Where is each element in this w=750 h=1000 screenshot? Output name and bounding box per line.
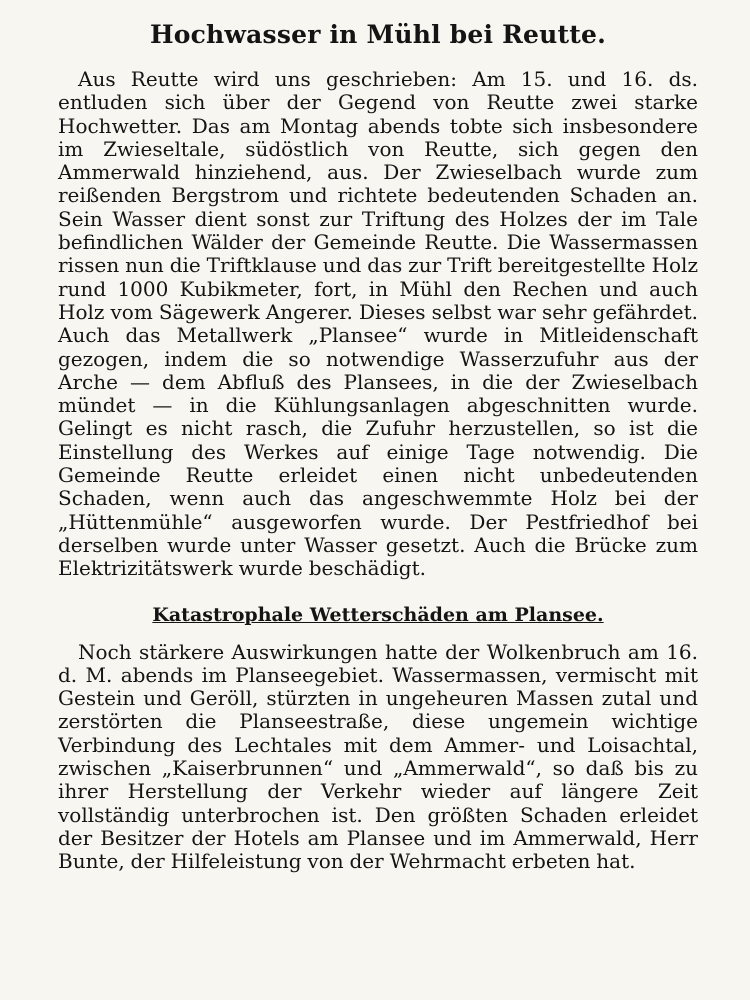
- article-title: Hochwasser in Mühl bei Reutte.: [149, 20, 607, 49]
- article-paragraph-2: Noch stärkere Auswirkungen hatte der Wolkenbruch am 16. d. M. abends im Planseegebiet. Wassermassen, vermischt mit Gestein und Geröll, stürzten in ungeheuren Massen zutal und zerstörten die Planseestraße, diese ungemein wichtige Verbindung des Lechtales mit dem Ammer- und Loisachtal, zwischen „Kaiserbrunnen“ und „Ammerwald“, so daß bis zu ihrer Herstellung der Verkehr wieder auf längere Zeit vollständig unterbrochen ist. Den größten Schaden erleidet der Besitzer der Hotels am Plansee und im Ammerwald, Herr Bunte, der Hilfeleistung von der Wehrmacht erbeten hat.: [58, 639, 698, 874]
- article-subtitle: Katastrophale Wetterschäden am Plansee.: [152, 603, 604, 626]
- article-paragraph-1: Aus Reutte wird uns geschrieben: Am 15. und 16. ds. entluden sich über der Gegend von Reutte zwei starke Hochwetter. Das am Montag abends tobte sich insbesondere im Zwieseltale, südöstlich von Reutte, sich gegen den Ammerwald hinziehend, aus. Der Zwieselbach wurde zum reißenden Bergstrom und richtete bedeutenden Schaden an. Sein Wasser dient sonst zur Triftung des Holzes der im Tale befindlichen Wälder der Gemeinde Reutte. Die Wassermassen rissen nun die Triftklause und das zur Trift bereitgestellte Holz rund 1000 Kubikmeter, fort, in Mühl den Rechen und auch Holz vom Sägewerk Angerer. Dieses selbst war sehr gefährdet. Auch das Metallwerk „Plansee“ wurde in Mitleidenschaft gezogen, indem die so notwendige Wasserzufuhr aus der Arche — dem Abfluß des Plansees, in die der Zwieselbach mündet — in die Kühlungsanlagen abgeschnitten wurde. Gelingt es nicht rasch, die Zufuhr herzustellen, so ist die Einstellung des Werkes auf einige Tage notwendig. Die Gemeinde Reutte erleidet einen nicht unbedeutenden Schaden, wenn auch das angeschwemmte Holz bei der „Hüttenmühle“ ausgeworfen wurde. Der Pestfriedhof bei derselben wurde unter Wasser gesetzt. Auch die Brücke zum Elektrizitätswerk wurde beschädigt.: [58, 67, 698, 581]
